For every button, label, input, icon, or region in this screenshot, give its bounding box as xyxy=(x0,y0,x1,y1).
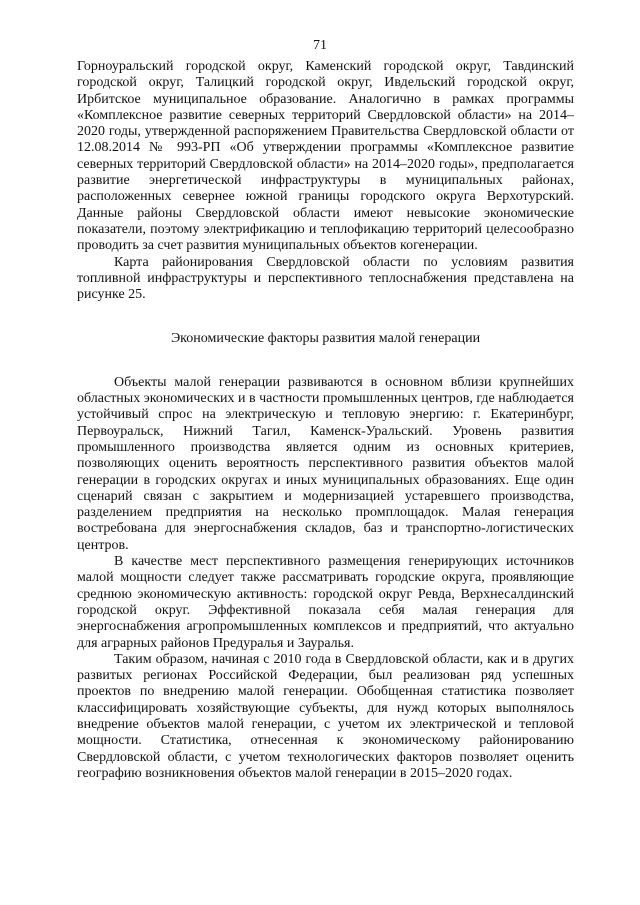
paragraph-map-reference: Карта районирования Свердловской области по условиям развития топливной инфраструктуры и перспективного теплоснабжения представлена на рисунке 25. xyxy=(77,254,574,303)
paragraph-municipal-list: Горноуральский городской округ, Каменский городской округ, Тавдинский городской округ, Талицкий городской округ, Ивдельский городской округ, Ирбитское муниципальное образование. Аналогично в рамках программы «Комплексное развитие северных территорий Свердловской области» на 2014–2020 годы, утвержденной распоряжением Правительства Свердловской области от 12.08.2014 № 993-РП «Об утверждении программы «Комплексное развитие северных территорий Свердловской области» на 2014–2020 годы», предполагается развитие энергетической инфраструктуры в муниципальных районах, расположенных севернее южной границы городского округа Верхотурский. Данные районы Свердловской области имеют невысокие экономические показатели, поэтому электрификацию и теплофикацию территорий целесообразно проводить за счет развития муниципальных объектов когенерации. xyxy=(77,59,574,254)
section-heading: Экономические факторы развития малой генерации xyxy=(170,331,481,347)
paragraph-industrial-centers: Объекты малой генерации развиваются в основном вблизи крупнейших областных экономических и в частности промышленных центров, где наблюдается устойчивый спрос на электрическую и тепловую энергию: г. Екатеринбург, Первоуральск, Нижний Тагил, Каменск-Уральский. Уровень развития промышленного производства является одним из основных критериев, позволяющих оценить вероятность перспективного развития объектов малой генерации в городских округах и иных муниципальных образованиях. Еще один сценарий связан с закрытием и модернизацией устаревшего производства, разделением предприятия на несколько промплощадок. Малая генерация востребована для энергоснабжения складов, баз и транспортно-логистических центров. xyxy=(77,374,574,553)
page-number: 71 xyxy=(313,38,327,53)
paragraph-perspective-placement: В качестве мест перспективного размещения генерирующих источников малой мощности следует также рассматривать городские округа, проявляющие среднюю экономическую активность: городской округ Ревда, Верхнесалдинский городской округ. Эффективной показала себя малая генерация для энергоснабжения агропромышленных комплексов и предприятий, что актуально для аграрных районов Предуралья и Зауралья. xyxy=(77,554,574,651)
paragraph-conclusion: Таким образом, начиная с 2010 года в Свердловской области, как и в других развитых регионах Российской Федерации, был реализован ряд успешных проектов по внедрению малой генерации. Обобщенная статистика позволяет классифицировать хозяйствующие субъекты, для нужд которых выполнялось внедрение объектов малой генерации, с учетом их электрической и тепловой мощности. Статистика, отнесенная к экономическому районированию Свердловской области, с учетом технологических факторов позволяет оценить географию возникновения объектов малой генерации в 2015–2020 годах. xyxy=(77,651,574,781)
document-body xyxy=(77,59,574,782)
